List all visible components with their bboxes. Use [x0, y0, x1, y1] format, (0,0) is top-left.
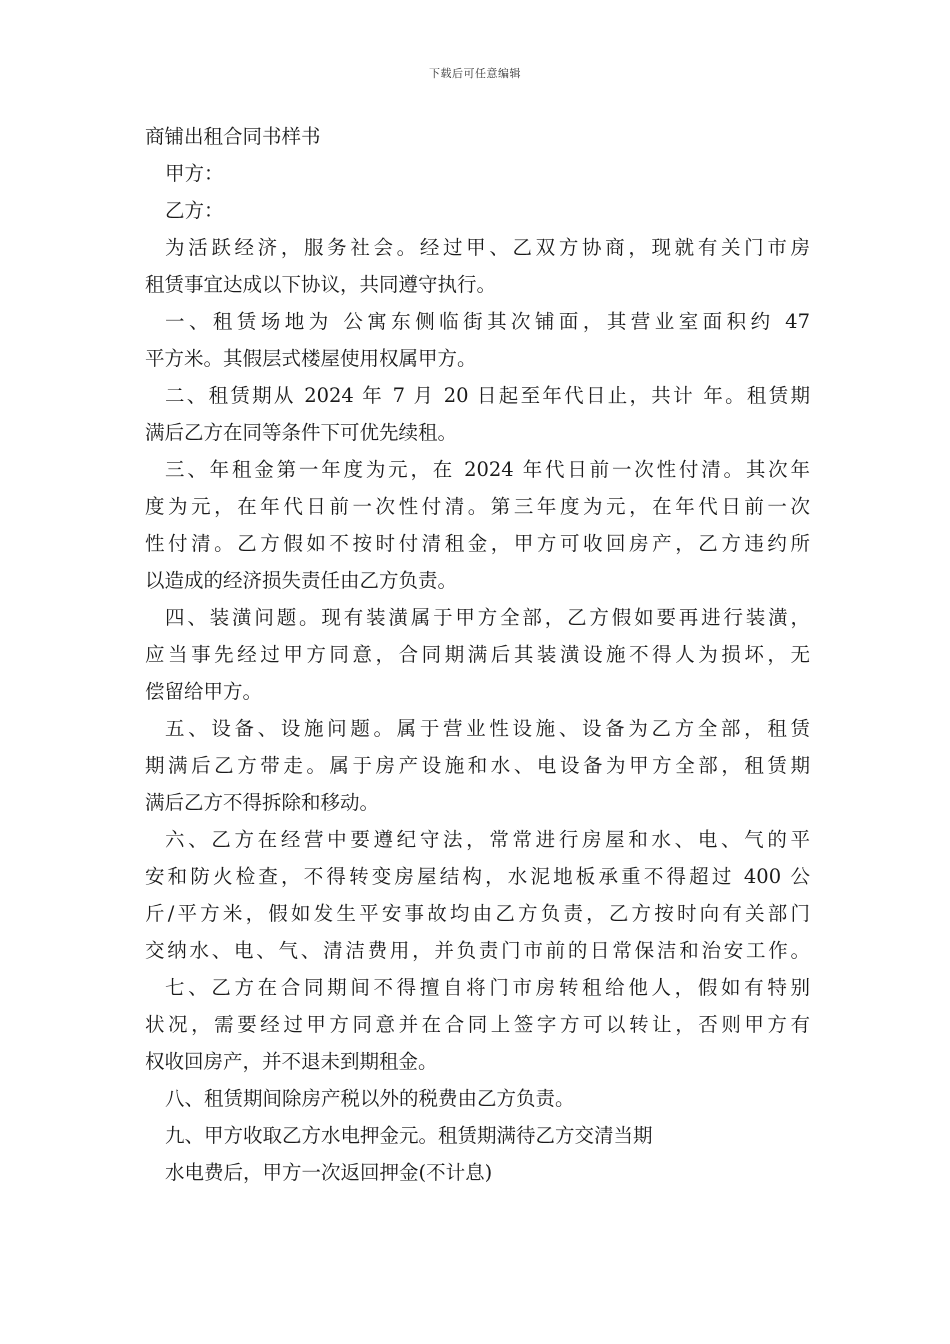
text-line: 四、装潢问题。现有装潢属于甲方全部，乙方假如要再进行装潢，	[165, 606, 810, 629]
text-line: 安和防火检查，不得转变房屋结构，水泥地板承重不得超过 400 公	[145, 865, 810, 888]
text-line: 斤/平方米，假如发生平安事故均由乙方负责，乙方按时向有关部门	[145, 902, 810, 925]
text-line: 一、租赁场地为 公寓东侧临街其次铺面，其营业室面积约 47	[165, 310, 810, 333]
text-line: 应当事先经过甲方同意，合同期满后其装潢设施不得人为损坏，无	[145, 643, 810, 666]
text-line: 期满后乙方带走。属于房产设施和水、电设备为甲方全部，租赁期	[145, 754, 810, 777]
text-line: 度为元，在年代日前一次性付清。第三年度为元，在年代日前一次	[145, 495, 810, 518]
text-line: 权收回房产，并不退未到期租金。	[145, 1050, 438, 1073]
text-line: 交纳水、电、气、清洁费用，并负责门市前的日常保洁和治安工作。	[145, 939, 810, 962]
text-line: 九、甲方收取乙方水电押金元。租赁期满待乙方交清当期	[165, 1124, 653, 1147]
party-a-label: 甲方：	[165, 162, 224, 185]
text-line: 偿留给甲方。	[145, 680, 263, 703]
contract-clauses	[145, 229, 810, 1191]
text-line: 六、乙方在经营中要遵纪守法，常常进行房屋和水、电、气的平	[165, 828, 810, 851]
text-line: 性付清。乙方假如不按时付清租金，甲方可收回房产，乙方违约所	[145, 532, 810, 555]
party-b-label: 乙方：	[165, 199, 224, 222]
page-header-note: 下载后可任意编辑	[429, 67, 521, 80]
text-line: 水电费后，甲方一次返回押金(不计息)	[165, 1161, 493, 1184]
text-line: 平方米。其假层式楼屋使用权属甲方。	[145, 347, 477, 370]
text-line: 租赁事宜达成以下协议，共同遵守执行。	[145, 273, 497, 296]
contract-body	[145, 118, 810, 1191]
text-line: 五、设备、设施问题。属于营业性设施、设备为乙方全部，租赁	[165, 717, 810, 740]
text-line: 三、年租金第一年度为元，在 2024 年代日前一次性付清。其次年	[165, 458, 810, 481]
text-line: 为活跃经济，服务社会。经过甲、乙双方协商，现就有关门市房	[165, 236, 810, 259]
text-line: 八、租赁期间除房产税以外的税费由乙方负责。	[165, 1087, 575, 1110]
text-line: 状况，需要经过甲方同意并在合同上签字方可以转让，否则甲方有	[145, 1013, 810, 1036]
text-line: 满后乙方在同等条件下可优先续租。	[145, 421, 458, 444]
text-line: 以造成的经济损失责任由乙方负责。	[145, 569, 458, 592]
text-line: 满后乙方不得拆除和移动。	[145, 791, 380, 814]
text-line: 七、乙方在合同期间不得擅自将门市房转租给他人，假如有特别	[165, 976, 810, 999]
text-line: 二、租赁期从 2024 年 7 月 20 日起至年代日止，共计 年。租赁期	[165, 384, 810, 407]
document-title: 商铺出租合同书样书	[145, 125, 321, 148]
